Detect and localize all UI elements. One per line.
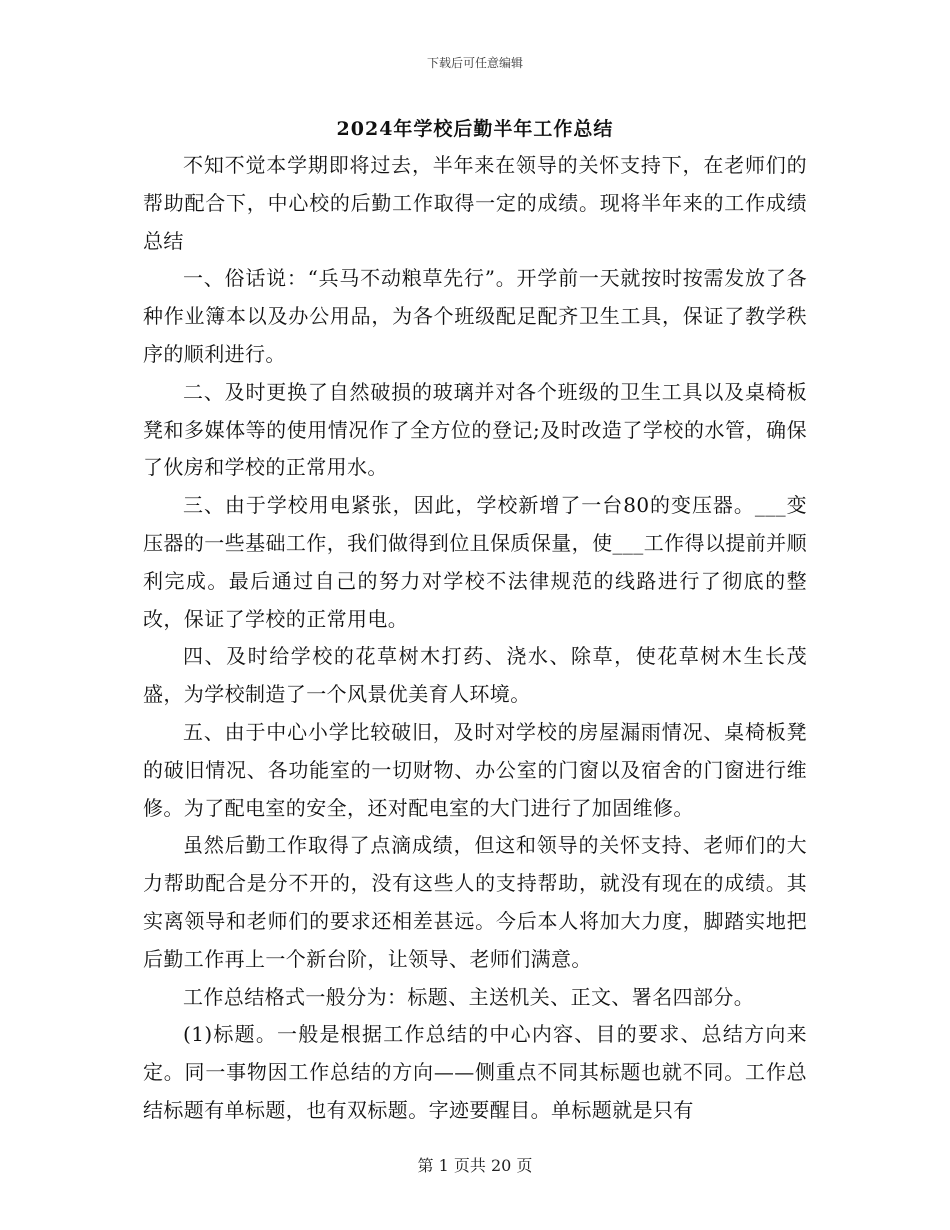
paragraph-intro: 不知不觉本学期即将过去，半年来在领导的关怀支持下，在老师们的帮助配合下，中心校的后勤工作取得一定的成绩。现将半年来的工作成绩总结 [143,153,807,253]
paragraph-conclusion: 虽然后勤工作取得了点滴成绩，但这和领导的关怀支持、老师们的大力帮助配合是分不开的，没有这些人的支持帮助，就没有现在的成绩。其实离领导和老师们的要求还相差甚远。今后本人将加大力度，脚踏实地把后勤工作再上一个新台阶，让领导、老师们满意。 [143,833,807,971]
document-title: 2024年学校后勤半年工作总结 [336,118,614,140]
paragraph-1: 一、俗话说：“兵马不动粮草先行”。开学前一天就按时按需发放了各种作业簿本以及办公用品，为各个班级配足配齐卫生工具，保证了教学秩序的顺利进行。 [143,266,807,366]
page-footer: 第 1 页共 20 页 [417,1156,533,1175]
paragraph-3: 三、由于学校用电紧张，因此，学校新增了一台80的变压器。___变压器的一些基础工作，我们做得到位且保质保量，使___工作得以提前并顺利完成。最后通过自己的努力对学校不法律规范的线路进行了彻底的整改，保证了学校的正常用电。 [143,493,807,631]
paragraph-2: 二、及时更换了自然破损的玻璃并对各个班级的卫生工具以及桌椅板凳和多媒体等的使用情况作了全方位的登记;及时改造了学校的水管，确保了伙房和学校的正常用水。 [143,379,807,480]
paragraph-format-intro: 工作总结格式一般分为：标题、主送机关、正文、署名四部分。 [183,984,755,1009]
paragraph-5: 五、由于中心小学比较破旧，及时对学校的房屋漏雨情况、桌椅板凳的破旧情况、各功能室的一切财物、办公室的门窗以及宿舍的门窗进行维修。为了配电室的安全，还对配电室的大门进行了加固维修。 [143,719,807,820]
paragraph-4: 四、及时给学校的花草树木打药、浇水、除草，使花草树木生长茂盛，为学校制造了一个风景优美育人环境。 [143,644,807,707]
header-note: 下载后可任意编辑 [426,56,523,70]
document-body [143,147,807,1130]
paragraph-format-title: (1)标题。一般是根据工作总结的中心内容、目的要求、总结方向来定。同一事物因工作总结的方向——侧重点不同其标题也就不同。工作总结标题有单标题，也有双标题。字迹要醒目。单标题就是只有 [143,1022,807,1122]
